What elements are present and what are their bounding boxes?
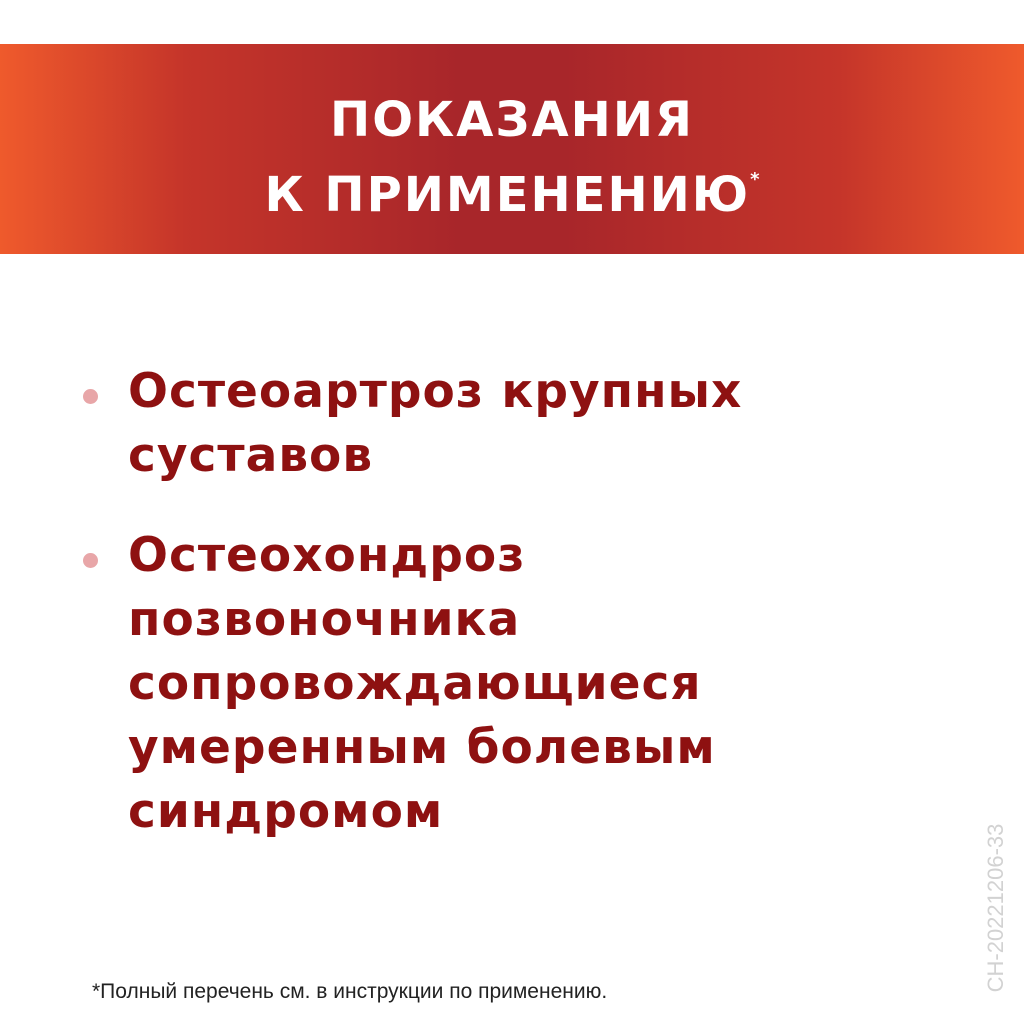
indication-text: Остеохондроз позвоночника сопровождающиеся умеренным болевым синдромом <box>128 528 716 839</box>
title-line-2 <box>0 150 1024 225</box>
bullet-dot-icon <box>83 553 98 568</box>
title-line-1: ПОКАЗАНИЯ <box>330 92 694 148</box>
title-footnote-mark: * <box>750 169 760 190</box>
bullet-dot-icon <box>83 389 98 404</box>
footnote: *Полный перечень см. в инструкции по применению. <box>92 980 608 1003</box>
title-line-2-text: К ПРИМЕНЕНИЮ <box>264 167 751 223</box>
document-code: CH-20221206-33 <box>983 823 1008 993</box>
indication-text: Остеоартроз крупных суставов <box>128 364 743 483</box>
page-title <box>0 90 1024 225</box>
